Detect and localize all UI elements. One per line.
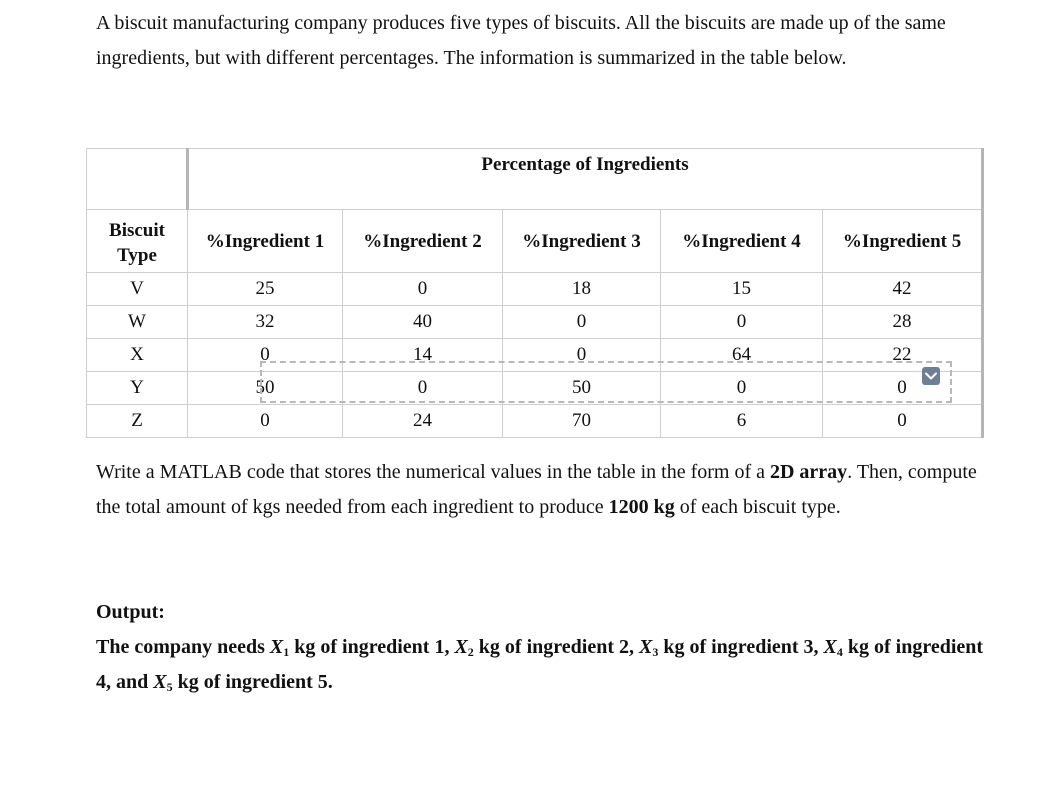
task-text: of each biscuit type. [674,496,841,518]
table-cell: 0 [343,372,503,405]
task-emphasis-amount: 1200 kg [608,496,675,518]
column-header-ingredient-2: %Ingredient 2 [343,210,503,273]
column-header-ingredient-1: %Ingredient 1 [188,210,343,273]
output-subscript: 5 [166,680,173,694]
table-cell: 0 [503,306,661,339]
table-title: Percentage of Ingredients [188,149,983,210]
cell-dropdown-button[interactable] [922,367,940,385]
output-subscript: 2 [467,645,474,659]
output-text: kg of ingredient 1, [289,636,455,658]
intro-paragraph [96,6,996,76]
table-row [87,405,983,438]
output-text: kg of ingredient 3, [658,636,824,658]
chevron-down-icon [925,372,937,380]
row-label: W [87,306,188,339]
table-corner-cell [87,149,188,210]
task-emphasis-2d-array: 2D array [769,461,848,483]
table-cell: 0 [661,372,823,405]
row-label: X [87,339,188,372]
table-cell: 64 [661,339,823,372]
row-label: Z [87,405,188,438]
column-header-biscuit-type: Biscuit Type [87,210,188,273]
intro-text: A biscuit manufacturing company produces five types of biscuits. All the biscuits are made up of the same ingredients, but with different percentages. The information is summarized in the table below. [96,12,946,69]
table-header-row [87,210,983,273]
table-cell: 0 [343,273,503,306]
table-cell: 28 [823,306,983,339]
table-cell: 0 [823,405,983,438]
output-variable: X [454,636,468,658]
table-cell: 6 [661,405,823,438]
table-cell: 70 [503,405,661,438]
table-cell: 0 [188,339,343,372]
output-label: Output: [96,601,165,623]
output-variable: X [269,636,284,658]
output-subscript: 3 [652,645,659,659]
column-header-ingredient-4: %Ingredient 4 [661,210,823,273]
output-variable: X [153,671,167,693]
table-cell: 18 [503,273,661,306]
table-row [87,273,983,306]
task-text: Write a MATLAB code that stores the numerical values in the table in the form of a [96,461,770,483]
task-paragraph [96,455,996,525]
table-row [87,306,983,339]
row-selection-outline[interactable] [260,361,952,403]
table-cell: 0 [503,339,661,372]
table-cell: 25 [188,273,343,306]
output-text: kg of ingredient 2, [473,636,639,658]
row-label: V [87,273,188,306]
table-cell: 50 [503,372,661,405]
table-cell: 40 [343,306,503,339]
output-section [96,595,996,700]
table-cell: 0 [661,306,823,339]
table-cell: 32 [188,306,343,339]
output-text: kg of ingredient 4, and [96,636,984,693]
output-subscript: 4 [836,645,843,659]
output-sentence [96,630,996,700]
table-cell: 15 [661,273,823,306]
output-variable: X [823,636,837,658]
task-text: . Then, compute the total amount of kgs needed from each ingredient to produce [96,461,977,518]
output-text: kg of ingredient 5. [172,671,333,693]
table-cell: 0 [823,372,983,405]
column-header-ingredient-5: %Ingredient 5 [823,210,983,273]
row-label: Y [87,372,188,405]
table-cell: 14 [343,339,503,372]
table-title-row [87,149,983,210]
output-subscript: 1 [283,645,290,659]
output-text: The company needs [96,636,270,658]
output-variable: X [639,636,653,658]
table-cell: 42 [823,273,983,306]
table-cell: 22 [823,339,983,372]
column-header-ingredient-3: %Ingredient 3 [503,210,661,273]
table-cell: 0 [188,405,343,438]
table-cell: 24 [343,405,503,438]
ingredients-table-container [86,148,982,431]
table-cell: 50 [188,372,343,405]
